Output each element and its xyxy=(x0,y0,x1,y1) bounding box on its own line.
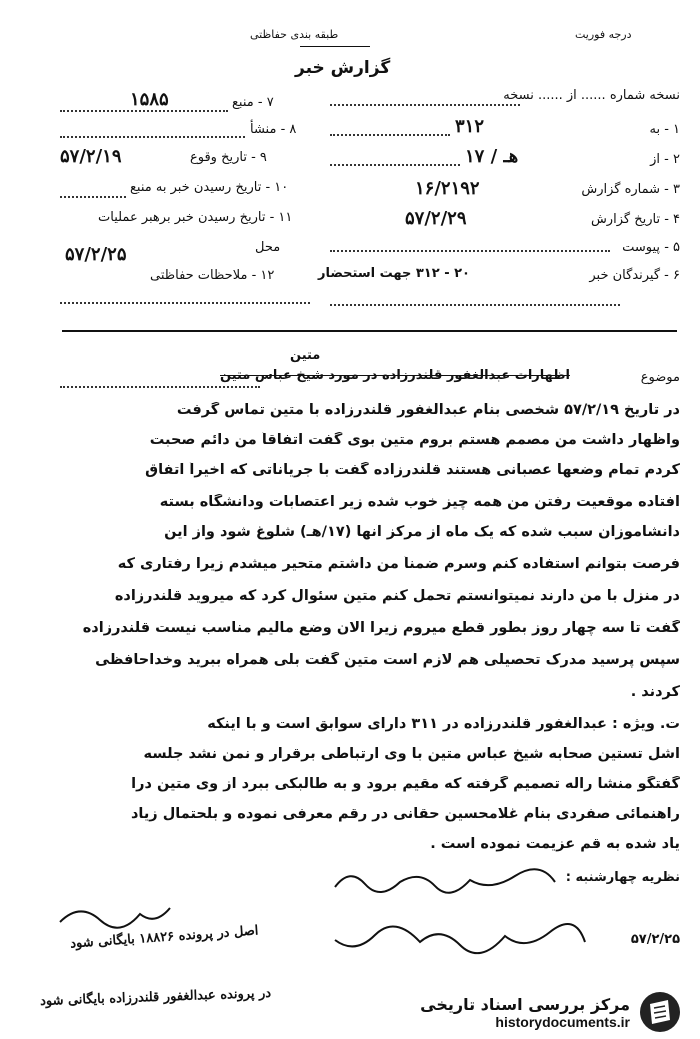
subject-label: موضوع xyxy=(640,370,680,385)
dotted-line xyxy=(330,304,620,306)
field-origin-label: ۸ - منشأ xyxy=(250,122,297,137)
body-line: دانشآموزان سبب شده که یک ماه از مرکز آنها (۱۷/هـ) شلوغ شود واز این xyxy=(164,524,680,540)
classification-label: طبقه بندی حفاظتی xyxy=(250,28,339,41)
footer-note: اصل در پرونده ۱۸۸۲۶ بایگانی شود xyxy=(69,923,259,952)
followup-date: ۵۷/۲/۲۵ xyxy=(630,932,680,947)
field-to-label: ۱ - به xyxy=(649,122,680,137)
field-security-notes-label: ۱۲ - ملاحظات حفاظتی xyxy=(150,268,275,283)
section-divider xyxy=(62,330,677,332)
classification-underline xyxy=(300,46,370,47)
dotted-line xyxy=(330,164,460,166)
watermark-url: historydocuments.ir xyxy=(495,1013,630,1030)
field-attachment-label: ۵ - پیوست xyxy=(622,240,680,255)
body-line: ت. ویژه : عبدالغفور قلندرزاده در ۳۱۱ دارای سوابق است و با اینکه xyxy=(207,716,680,732)
body-line: کردم تمام وضعها عصبانی هستند قلندرزاده گفت با جریاناتی که اخیراً اتفاق xyxy=(145,462,680,478)
dotted-line xyxy=(330,104,520,106)
field-source-label: ۷ - منبع xyxy=(232,95,274,110)
field-to-value: ۳۱۲ xyxy=(455,116,485,137)
body-line: واظهار داشت من مصمم هستم بروم متین بوی گفت اتفاقاً من دائم صحبت xyxy=(149,432,680,448)
watermark-title: مرکز بررسی اسناد تاریخی xyxy=(420,994,630,1014)
field-copy-number: نسخه شماره ...... از ...... نسخه xyxy=(503,88,680,103)
body-line: گفتگو منشا راله تصمیم گرفته که مقیم برود و به طالبکی ببرد از وی متین درا xyxy=(131,776,680,792)
field-occurrence-date-label: ۹ - تاریخ وقوع xyxy=(190,150,267,165)
footer-note: در پرونده عبدالغفور قلندرزاده بایگانی شود xyxy=(39,985,272,1010)
body-line: افتاده موقعیت رفتن من همه چیز خوب شده زیر اعتصابات ودانشگاه بسته xyxy=(159,494,680,510)
archive-logo-icon xyxy=(638,990,682,1034)
priority-label: درجه فوریت xyxy=(575,28,632,41)
body-line: کردند . xyxy=(630,684,680,700)
body-line: در منزل با من دارند نمیتوانستم تحمل کنم متین سئوال کرد که میروید قلندرزاده xyxy=(114,588,680,604)
body-line: راهنمائی صفردی بنام غلامحسین حقانی در رقم معرفی نموده و بلحتمال زیاد xyxy=(130,806,680,822)
dotted-line xyxy=(60,302,310,304)
field-report-date-label: ۴ - تاریخ گزارش xyxy=(590,212,680,227)
field-leader-receive-date-label: ۱۱ - تاریخ رسیدن خبر برهبر عملیات xyxy=(98,210,293,225)
dotted-line xyxy=(60,136,245,138)
field-from-value: ۱۷ / هـ xyxy=(465,146,519,167)
handwritten-signature xyxy=(55,900,175,930)
body-line: گفت تا سه چهار روز بطور قطع میروم زیرا الان وضع مالیم مناسب نیست قلندرزاده xyxy=(82,620,680,636)
dotted-line xyxy=(330,134,450,136)
field-from-label: ۲ - از xyxy=(650,152,680,167)
field-location-label: محل xyxy=(255,240,281,255)
body-line: در تاریخ ۵۷/۲/۱۹ شخصی بنام عبدالغفور قلندرزاده با متین تماس گرفت xyxy=(176,402,680,418)
subject-text: اظهارات عبدالغفور قلندرزاده در مورد شیخ عباس متین xyxy=(220,368,570,383)
field-recipients-label: ۶ - گیرندگان خبر xyxy=(589,268,680,283)
dotted-line xyxy=(60,110,228,112)
field-location-value: ۵۷/۲/۲۵ xyxy=(65,244,127,265)
dotted-line xyxy=(330,250,610,252)
field-source-receive-date-label: ۱۰ - تاریخ رسیدن خبر به منبع xyxy=(130,180,289,195)
body-line: اشل تستین صحابه شیخ عباس متین با وی ارتباطی برقرار و نمن نشد جلسه xyxy=(143,746,680,762)
handwritten-signature xyxy=(330,862,560,902)
field-source-value: ۱۵۸۵ xyxy=(130,89,169,110)
handwritten-signature xyxy=(330,920,590,960)
dotted-line xyxy=(60,196,126,198)
field-occurrence-date-value: ۵۷/۲/۱۹ xyxy=(60,146,122,167)
body-line: فرصت بتوانم استفاده کنم وسرم ضمناً من داشتم متحیر میشدم زیرا رفتاری که xyxy=(117,556,680,572)
body-line: یاد شده به قم عزیمت نموده است . xyxy=(430,836,680,852)
archive-watermark xyxy=(420,990,682,1034)
field-recipients-value: ۲۰ - ۳۱۲ جهت استحضار xyxy=(318,266,470,281)
field-report-number-label: ۳ - شماره گزارش xyxy=(581,182,680,197)
subject-correction: متین xyxy=(290,348,321,363)
body-line: سپس پرسید مدرک تحصیلی هم لازم است متین گفت بلی همراه ببرید وخداحافظی xyxy=(95,652,680,668)
field-report-number-value: ۱۶/۲۱۹۲ xyxy=(415,178,480,199)
dotted-line xyxy=(60,386,260,388)
field-report-date-value: ۵۷/۲/۲۹ xyxy=(405,208,467,229)
followup-label: نظریه چهارشنبه : xyxy=(565,870,680,885)
report-title: گزارش خبر xyxy=(295,58,391,78)
